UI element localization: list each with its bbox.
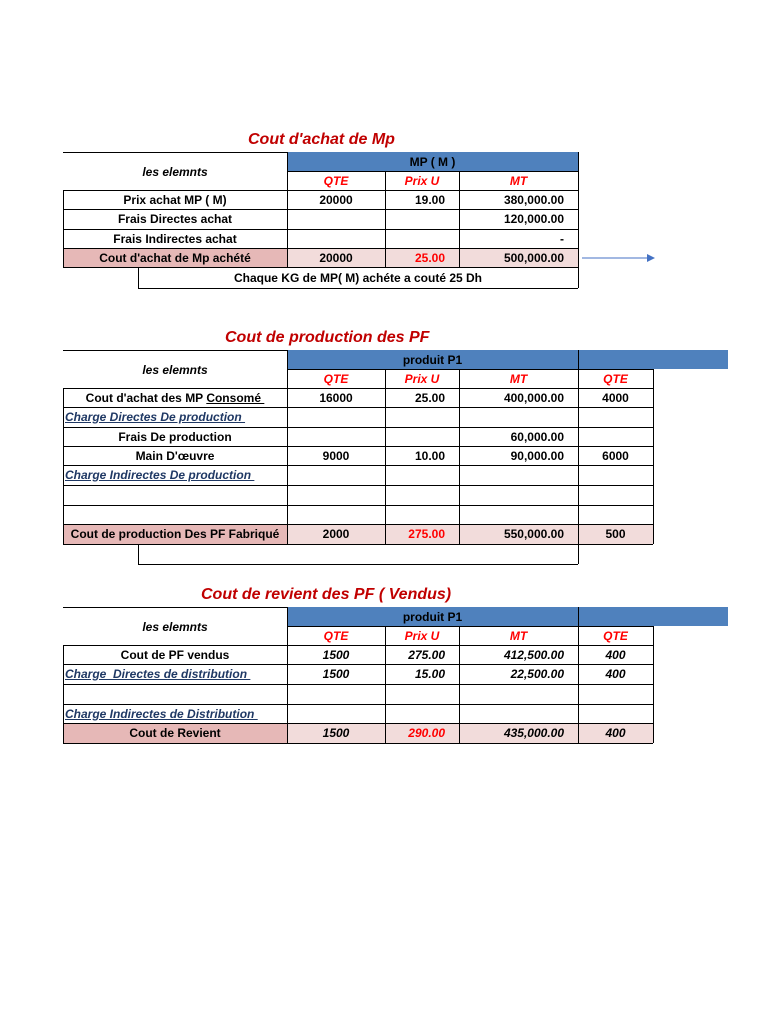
revient-row-qte: 1500 <box>322 667 350 681</box>
production-title: Cout de production des PF <box>225 329 430 346</box>
revient-total-qte2: 400 <box>578 723 653 743</box>
production-elements-header: les elemnts <box>142 362 208 377</box>
achat-row-label: Frais Directes achat <box>117 212 233 226</box>
revient-charges-directes-link[interactable]: Charge Directes de distribution <box>65 667 251 681</box>
revient-row-qte2: 400 <box>605 647 626 662</box>
revient-row-prix: 275.00 <box>408 647 445 662</box>
production-col-qte2: QTE <box>603 371 628 386</box>
production-col-mt: MT <box>509 371 528 386</box>
achat-total-prix: 25.00 <box>385 248 459 267</box>
arrow-right-icon <box>582 252 656 264</box>
revient-total-mt: 435,000.00 <box>459 723 578 743</box>
production-row-label: Frais De production <box>118 429 232 444</box>
revient-col-qte2: QTE <box>603 628 628 643</box>
production-row-mt: 90,000.00 <box>510 448 564 463</box>
production-col-qte: QTE <box>323 371 349 386</box>
achat-total-mt: 500,000.00 <box>459 248 578 267</box>
achat-col-mt: MT <box>509 173 528 188</box>
production-row-label: Main D'œuvre <box>135 448 215 463</box>
production-group-header-2 <box>578 350 728 369</box>
revient-total-qte: 1500 <box>287 723 385 743</box>
achat-group-header: MP ( M ) <box>287 152 578 171</box>
achat-row-label: Prix achat MP ( M) <box>123 192 227 207</box>
achat-row-mt: 380,000.00 <box>503 192 564 207</box>
revient-col-mt: MT <box>509 628 528 643</box>
production-charges-indirectes-link[interactable]: Charge Indirectes De production <box>65 468 255 482</box>
revient-total-prix: 290.00 <box>385 723 459 743</box>
production-row-qte: 9000 <box>322 448 350 463</box>
revient-total-label: Cout de Revient <box>63 723 287 743</box>
revient-group-header: produit P1 <box>287 607 578 626</box>
revient-group-header-2 <box>578 607 728 626</box>
production-row-prix: 10.00 <box>414 448 445 463</box>
production-row-mt: 60,000.00 <box>510 429 564 444</box>
production-charges-directes-link[interactable]: Charge Directes De production <box>65 410 246 424</box>
achat-col-prix: Prix U <box>404 173 440 188</box>
revient-elements-header: les elemnts <box>142 619 208 634</box>
production-row-label <box>63 388 287 407</box>
production-row-label-b: Consomé <box>206 390 265 405</box>
achat-elements-header: les elemnts <box>142 164 208 179</box>
achat-title: Cout d'achat de Mp <box>248 131 395 148</box>
production-group-header: produit P1 <box>287 350 578 369</box>
production-total-mt: 550,000.00 <box>459 524 578 544</box>
production-row-qte: 16000 <box>319 390 353 405</box>
revient-row-label: Cout de PF vendus <box>120 647 230 662</box>
achat-col-qte: QTE <box>323 173 349 188</box>
production-total-label: Cout de production Des PF Fabriqué <box>63 524 287 544</box>
production-row-mt: 400,000.00 <box>503 390 564 405</box>
production-total-qte: 2000 <box>287 524 385 544</box>
production-col-prix: Prix U <box>404 371 440 386</box>
production-row-label-a: Cout d'achat des MP <box>85 390 207 405</box>
achat-row-qte: 20000 <box>319 192 353 207</box>
production-total-qte2: 500 <box>578 524 653 544</box>
production-total-prix: 275.00 <box>385 524 459 544</box>
achat-total-qte: 20000 <box>287 248 385 267</box>
achat-row-mt: - <box>560 231 564 246</box>
revient-title: Cout de revient des PF ( Vendus) <box>201 586 452 603</box>
achat-total-label: Cout d'achat de Mp achété <box>63 248 287 267</box>
production-row-prix: 25.00 <box>414 390 445 405</box>
revient-col-prix: Prix U <box>404 628 440 643</box>
achat-note: Chaque KG de MP( M) achéte a couté 25 Dh <box>233 271 483 285</box>
achat-row-mt: 120,000.00 <box>503 212 564 226</box>
revient-row-mt: 412,500.00 <box>503 647 564 662</box>
achat-row-prix: 19.00 <box>414 192 445 207</box>
revient-charges-indirectes-link[interactable]: Charge Indirectes de Distribution <box>65 706 258 721</box>
production-row-qte2: 6000 <box>602 448 629 463</box>
revient-col-qte: QTE <box>323 628 349 643</box>
production-row-qte2: 4000 <box>602 390 629 405</box>
achat-row-label: Frais Indirectes achat <box>113 231 237 246</box>
revient-row-prix: 15.00 <box>414 667 445 681</box>
revient-row-qte: 1500 <box>322 647 350 662</box>
revient-row-mt: 22,500.00 <box>510 667 564 681</box>
revient-row-qte2: 400 <box>605 667 626 681</box>
